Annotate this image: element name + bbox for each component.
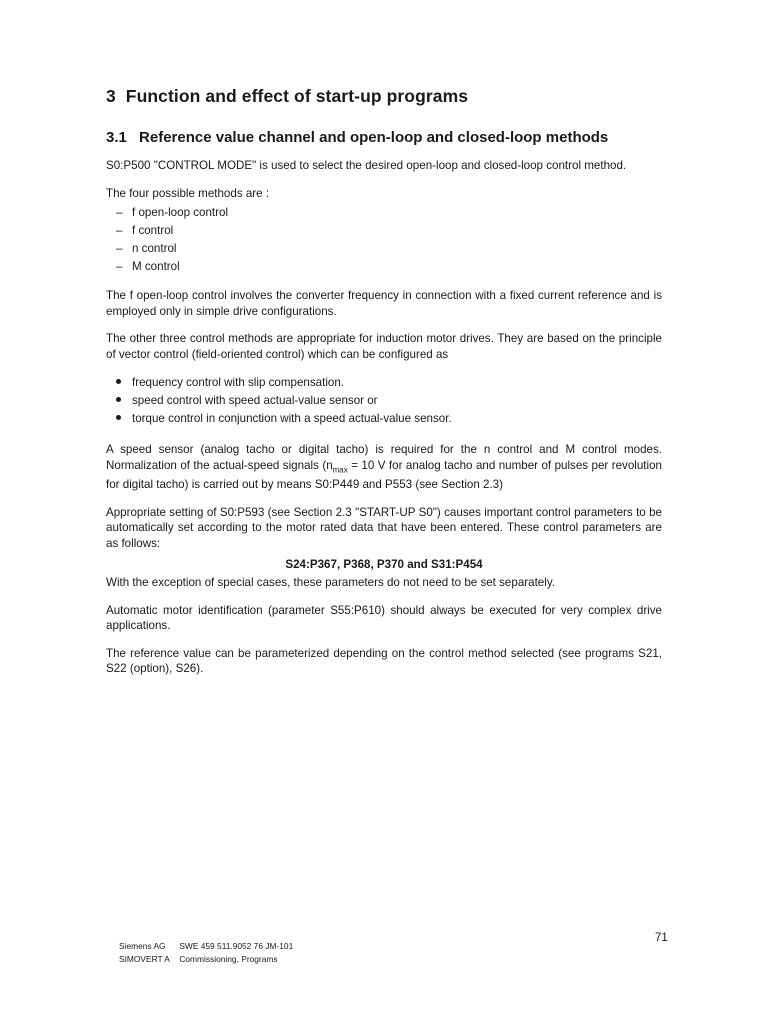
parameter-list: S24:P367, P368, P370 and S31:P454 (285, 558, 483, 572)
vector-control-list (106, 374, 662, 428)
list-item: frequency control with slip compensation. (106, 374, 662, 392)
dash-marker: – (116, 206, 123, 219)
page-content (106, 86, 662, 689)
section-number: 3.1 (106, 129, 127, 146)
bullet-icon (116, 415, 121, 420)
chapter-number: 3 (106, 86, 116, 106)
exception-paragraph: With the exception of special cases, these parameters do not need to be set separately. (106, 576, 555, 590)
identification-paragraph: Automatic motor identification (parameter S55:P610) should always be executed for very complex drive applications. (106, 603, 662, 633)
footer-doc-title: Commissioning, Programs (179, 954, 278, 964)
footer-doc-number: SWE 459 511.9052 76 JM-101 (179, 941, 294, 951)
dash-marker: – (116, 260, 123, 273)
intro-paragraph: S0:P500 "CONTROL MODE" is used to select the desired open-loop and closed-loop control method. (106, 159, 627, 172)
chapter-heading (106, 86, 662, 107)
methods-intro: The four possible methods are : (106, 186, 270, 200)
section-heading (106, 129, 662, 146)
open-loop-paragraph: The f open-loop control involves the converter frequency in connection with a fixed current reference and is employed only in simple drive configurations. (106, 289, 662, 318)
list-item: – f control (106, 222, 662, 240)
list-item: – f open-loop control (106, 204, 662, 222)
dash-marker: – (116, 242, 123, 255)
other-methods-paragraph: The other three control methods are appropriate for induction motor drives. They are based on the principle of vector control (field-oriented control) which can be configured as (106, 332, 662, 361)
bullet-icon (116, 397, 121, 402)
list-item: – M control (106, 258, 662, 276)
reference-paragraph: The reference value can be parameterized depending on the control method selected (see programs S21, S22 (option), S26). (106, 646, 662, 676)
speed-sensor-paragraph: A speed sensor (analog tacho or digital tacho) is required for the n control and M control modes. Normalization of the actual-speed signals ($n_{max} = 10$ V for analog tacho and number of pulses per revolution for digital tacho) is carried out by means S0:P449 and P553 (see Section 2.3) (106, 443, 662, 492)
list-item: – n control (106, 240, 662, 258)
footer-company: Siemens AG (119, 941, 166, 951)
bullet-icon (116, 379, 121, 384)
section-title: Reference value channel and open-loop and closed-loop methods (139, 129, 609, 146)
dash-marker: – (116, 224, 123, 237)
page-number: 71 (655, 932, 668, 944)
footer-line-2 (119, 953, 293, 966)
chapter-title: Function and effect of start-up programs (125, 86, 469, 106)
list-item: speed control with speed actual-value sensor or (106, 392, 662, 410)
footer-product: SIMOVERT A (119, 954, 170, 964)
list-item: torque control in conjunction with a speed actual-value sensor. (106, 410, 662, 428)
methods-list (106, 204, 662, 276)
footer-line-1 (119, 940, 293, 953)
setting-paragraph: Appropriate setting of S0:P593 (see Section 2.3 "START-UP S0") causes important control parameters to be automatically set according to the motor rated data that have been entered. These control parameters are as follows: (106, 505, 662, 550)
page-footer (119, 940, 293, 966)
